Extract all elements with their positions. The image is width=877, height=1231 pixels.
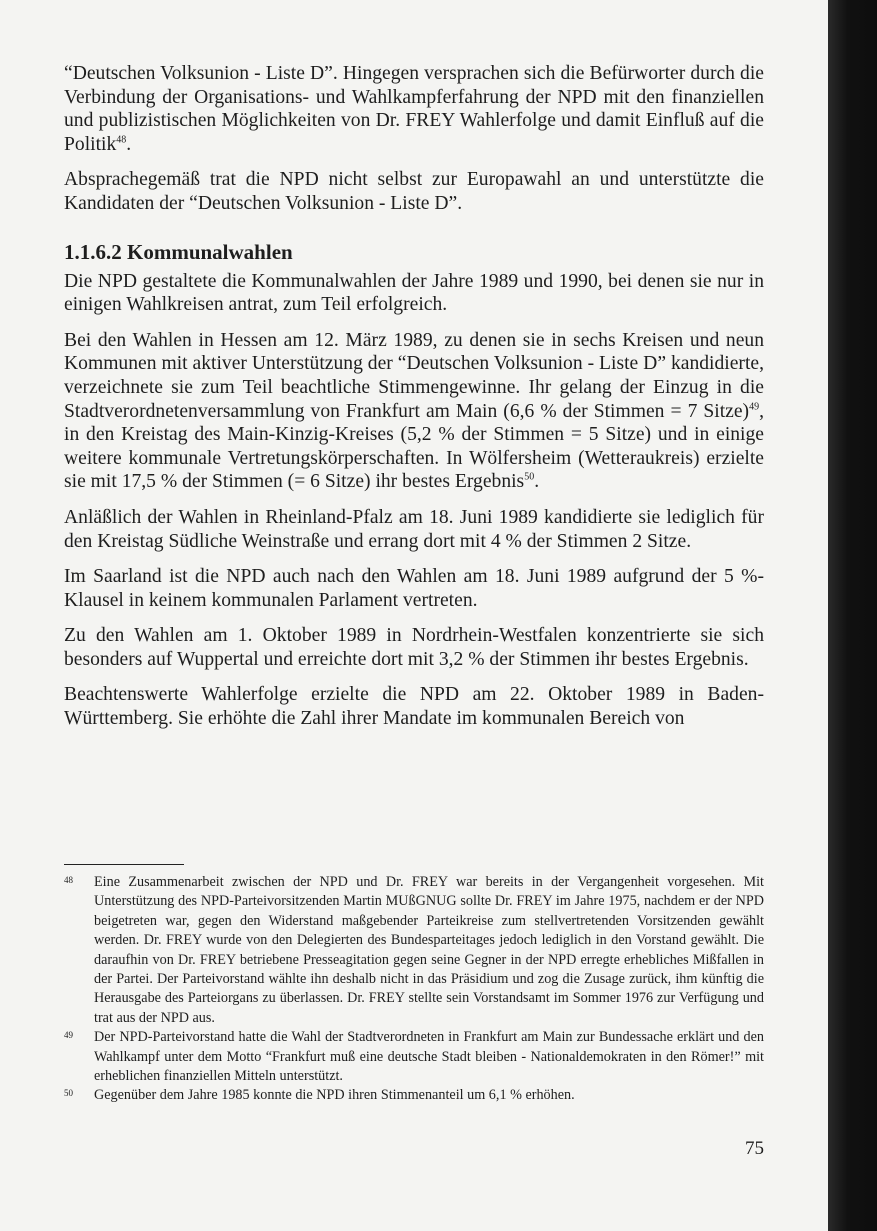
- paragraph-6: Im Saarland ist die NPD auch nach den Wahlen am 18. Juni 1989 aufgrund der 5 %-Klausel in keinem kommunalen Parlament vertreten.: [64, 566, 764, 611]
- paragraph-4: Bei den Wahlen in Hessen am 12. März 1989, zu denen sie in sechs Kreisen und neun Kommunen mit aktiver Unterstützung der “Deutschen Volksunion - Liste D” kandidierte, verzeichnete sie zum Teil beachtliche Stimmengewinne. Ihr gelang der Einzug in die Stadtverordnetenversammlung von Frankfurt am Main (6,6 % der Stimmen = 7 Sitze)$^{49}$, in den Kreistag des Main-Kinzig-Kreises (5,2 % der Stimmen = 5 Sitze) und in einige weitere kommunale Vertretungskörperschaften. In Wölfersheim (Wetteraukreis) erzielte sie mit 17,5 % der Stimmen (= 6 Sitze) ihr bestes Ergebnis$^{50}$.: [64, 329, 764, 493]
- paragraph-1: “Deutschen Volksunion - Liste D”. Hingegen versprachen sich die Befürworter durch die Verbindung der Organisations- und Wahlkampferfahrung der NPD mit den finanziellen und publizistischen Möglichkeiten von Dr. FREY Wahlerfolge und damit Einfluß auf die Politik$^{48}$.: [64, 63, 764, 155]
- footnotes: [64, 873, 764, 1106]
- paragraph-7: Zu den Wahlen am 1. Oktober 1989 in Nordrhein-Westfalen konzentrierte sie sich besonders auf Wuppertal und erreichte dort mit 3,2 % der Stimmen ihr bestes Ergebnis.: [64, 625, 764, 670]
- scan-edge-shadow: [828, 0, 877, 1231]
- footnote-number: 48: [64, 875, 73, 885]
- footnote-text: Eine Zusammenarbeit zwischen der NPD und Dr. FREY war bereits in der Vergangenheit vorgesehen. Mit Unterstützung des NPD-Parteivorsitzenden Martin MUßGNUG sollte Dr. FREY im Jahre 1975, nachdem er der NPD beigetreten war, gegen den Widerstand maßgebender Parteikreise zum stellvertretenden Vorsitzenden gewählt werden. Dr. FREY wurde von den Delegierten des Bundesparteitages jedoch lediglich in den Vorstand gewählt. Die daraufhin von Dr. FREY betriebene Presseagitation gegen seine Gegner in der NPD erregte erhebliches Mißfallen in der Partei. Der Parteivorstand wählte ihn deshalb nicht in das Präsidium und zog die Zusage zurück, ihm künftig die Herausgabe des Parteiorgans zu überlassen. Dr. FREY stellte sein Vorstandsamt im Sommer 1976 zur Verfügung und trat aus der NPD aus.: [94, 874, 764, 1026]
- footnote-ref-49[interactable]: 49: [749, 401, 760, 412]
- paragraph-5: Anläßlich der Wahlen in Rheinland-Pfalz am 18. Juni 1989 kandidierte sie lediglich für den Kreistag Südliche Weinstraße und errang dort mit 4 % der Stimmen 2 Sitze.: [64, 506, 764, 552]
- footnote-text: Der NPD-Parteivorstand hatte die Wahl der Stadtverordneten in Frankfurt am Main zur Bundessache erklärt und den Wahlkampf unter dem Motto “Frankfurt muß eine deutsche Stadt bleiben - Nationaldemokraten in den Römer!” mit erheblichen finanziellen Mitteln unterstützt.: [94, 1029, 764, 1085]
- footnote-48: [64, 873, 764, 1028]
- footnote-number: 50: [64, 1088, 73, 1099]
- paragraph-3: Die NPD gestaltete die Kommunalwahlen der Jahre 1989 und 1990, bei denen sie nur in einigen Wahlkreisen antrat, zum Teil erfolgreich.: [64, 270, 764, 316]
- footnote-text: Gegenüber dem Jahre 1985 konnte die NPD ihren Stimmenanteil um 6,1 % erhöhen.: [94, 1087, 575, 1104]
- footnote-49: [64, 1028, 764, 1086]
- page-number: 75: [745, 1138, 764, 1159]
- footnote-number: 49: [64, 1030, 73, 1041]
- paragraph-8: Beachtenswerte Wahlerfolge erzielte die NPD am 22. Oktober 1989 in Baden-Württemberg. Sie erhöhte die Zahl ihrer Mandate im kommunalen Bereich von: [64, 684, 764, 730]
- paragraph-2: Absprachegemäß trat die NPD nicht selbst zur Europawahl an und unterstützte die Kandidaten der “Deutschen Volksunion - Liste D”.: [64, 169, 764, 214]
- footnote-ref-50[interactable]: 50: [524, 471, 535, 483]
- footnote-50: [64, 1086, 764, 1105]
- footnote-separator: [64, 864, 184, 865]
- section-heading: 1.1.6.2 Kommunalwahlen: [64, 239, 293, 264]
- footnote-ref-48[interactable]: 48: [116, 134, 127, 146]
- main-text: [64, 62, 764, 743]
